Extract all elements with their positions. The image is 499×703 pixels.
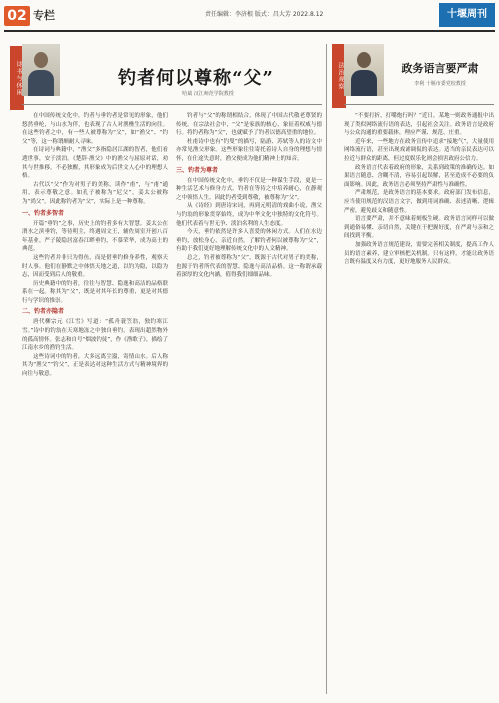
right-article-byline: 李利 十堰市委党校教授	[414, 81, 466, 87]
left-article-title: 钓者何以尊称“父”	[118, 68, 274, 89]
body-paragraph: 总之，钓者被尊称为“父”，既源于古代对男子的美称，也源于钓者所代表的智慧、隐逸与高洁品格。这一称谓承载着深厚的文化内涵，值得我们细细品味。	[176, 254, 322, 279]
section-heading: 一、钓者多智者	[22, 209, 65, 217]
section-name: 专栏	[33, 9, 55, 22]
right-title-divider	[344, 104, 494, 105]
left-article-byline: 哈斌 汉江师范学院教授	[182, 91, 234, 97]
body-paragraph: 今天，垂钓依然是许多人喜爱的休闲方式。人们在水边垂钓，放松身心，亲近自然。了解钓者何以被尊称为“父”，有助于我们更好地理解传统文化中的人文精神。	[176, 229, 322, 253]
body-paragraph: 在诗词与典籍中，“渔父”多指隐居江湖的智者，他们看透世事，安于淡泊。《楚辞·渔父》中的渔父与屈原对话，劝其与世推移，不必独醒，其形象成为后世文人心中的理想人格。	[22, 147, 168, 180]
left-body-column-2	[176, 112, 322, 694]
body-paragraph: 语言要严肃，并不意味着刻板生硬。政务语言同样可以做到通俗易懂、亲切自然，关键在于把握好度，在严肃与亲和之间找到平衡。	[344, 216, 494, 240]
left-body-column-1	[22, 112, 168, 694]
left-author-photo	[22, 44, 60, 96]
body-paragraph: 这些钓者并非只为得鱼，而是借垂钓修身养性，观察天时人事。他们在静默之中体悟天地之道，以钓为隐，以隐为志，因而受到后人的敬重。	[22, 254, 168, 279]
column-divider	[326, 44, 327, 694]
body-paragraph: 从《诗经》到唐诗宋词，再到元明清的戏曲小说，渔父与钓翁的形象贯穿始终，成为中华文化中独特的文化符号。他们代表着与世无争、淡泊名利的人生态度。	[176, 203, 322, 227]
right-article-title: 政务语言要严肃	[401, 62, 479, 75]
left-title-divider	[22, 104, 322, 105]
body-paragraph: 加强政务语言规范建设，需要完善相关制度，提高工作人员的语言素养，建立审核把关机制。只有这样，才能让政务语言既有温度又有力度，更好地服务人民群众。	[344, 241, 494, 266]
body-paragraph: 在中国传统文化中，钓者与垂钓者是常见的形象，他们悠然垂纶，与山水为伴，也表现了古人对渔樵生活的向往。在这些钓者之中，有一些人被尊称为“父”，如“渔父”、“钓父”等，这一称谓颇耐人寻味。	[22, 113, 168, 145]
body-paragraph: 钓者与“父”的称谓相结合，体现了中国古代敬老尊贤的传统。在宗法社会中，“父”是家族的核心，象征着权威与德行。将钓者称为“父”，也就赋予了钓者以德高望重的地位。	[176, 113, 322, 137]
body-paragraph: 唐代柳宗元《江雪》写道：“孤舟蓑笠翁，独钓寒江雪。”诗中的钓翁在天寒地冻之中独自垂钓，表现出超然物外的孤高情怀。张志和自号“烟波钓徒”，作《渔歌子》，描绘了江南水乡的渔钓生活。	[22, 319, 168, 352]
body-paragraph: 这些诗词中的钓者，大多远离尘嚣，寄情山水。后人称其为“渔父”“钓父”，正是表达对这种生活方式与精神境界的向往与敬意。	[22, 353, 168, 378]
body-paragraph: “不要打折，打嘴炮行吗？”近日，某地一则政务通报中出现了类似网络流行语的表达，引起社会关注。政务语言是政府与公众沟通的重要载体，理应严谨、规范、庄重。	[344, 113, 494, 137]
header-divider	[4, 30, 495, 32]
right-column-tag: 法治观察	[332, 44, 346, 108]
body-paragraph: 古代以“父”作为对男子的美称，读作“甫”，与“甫”通用，表示尊敬之意。如孔子被称为“尼父”，姜太公被称为“尚父”。因此称钓者为“父”，实际上是一种尊称。	[22, 181, 168, 205]
left-column-tag: 诗书与休闲	[10, 46, 24, 110]
masthead-logo: 十堰周刊	[439, 3, 495, 27]
right-author-photo	[344, 44, 384, 96]
body-paragraph: 近年来，一些地方在政务宣传中追求“接地气”，大量使用网络流行语，甚至出现戏谑调侃的表达。适当的亲民表达可以拉近与群众的距离，但过度娱乐化则会损害政府公信力。	[344, 138, 494, 162]
left-article-body	[22, 112, 322, 694]
section-heading: 二、钓者亦隐者	[22, 308, 65, 316]
section-heading: 三、钓者为尊者	[176, 166, 219, 174]
page-number: 02	[4, 6, 30, 26]
right-article-body	[344, 112, 494, 694]
body-paragraph: 严肃规范，是政务语言的基本要求。政府部门发布信息，应当使用规范的汉语言文字，做到用词准确、表述清晰、逻辑严密，避免歧义和随意性。	[344, 190, 494, 214]
page-header	[0, 0, 499, 38]
editorial-meta: 责任编辑：李济根 版式：昌大芳 2022.8.12	[205, 11, 324, 18]
body-paragraph: 在中国传统文化中，垂钓不仅是一种谋生手段，更是一种生活艺术与修身方式。钓者在等待之中培养耐心，在静观之中领悟人生。因此钓者受到尊敬，被尊称为“父”。	[176, 177, 322, 201]
body-paragraph: 杜甫诗中也有“钓叟”的描写，陆游、苏轼等人的诗文中亦常见渔父形象。这些形象往往寄托着诗人自身的理想与情怀，在仕途失意时，渔父便成为他们精神上的知音。	[176, 138, 322, 162]
body-paragraph: 政务语言代表着政府的形象，关系到政策的准确传达。如果语言随意、含糊不清，容易引起误解，甚至造成不必要的负面影响。因此，政务语言必须坚持严肃性与准确性。	[344, 164, 494, 188]
body-paragraph: 历史典籍中的钓者，往往与智慧、隐逸和高洁的品格联系在一起。称其为“父”，既是对其年长的尊重，更是对其德行与学识的推崇。	[22, 280, 168, 304]
body-paragraph: 开篇“垂钓”之事，历史上的钓者多有大智慧。姜太公在渭水之滨垂钓，等待明主，终遇周文王，辅佐周室开创八百年基业。严子陵隐居富春江畔垂钓，不慕荣华，成为高士的典范。	[22, 220, 168, 253]
